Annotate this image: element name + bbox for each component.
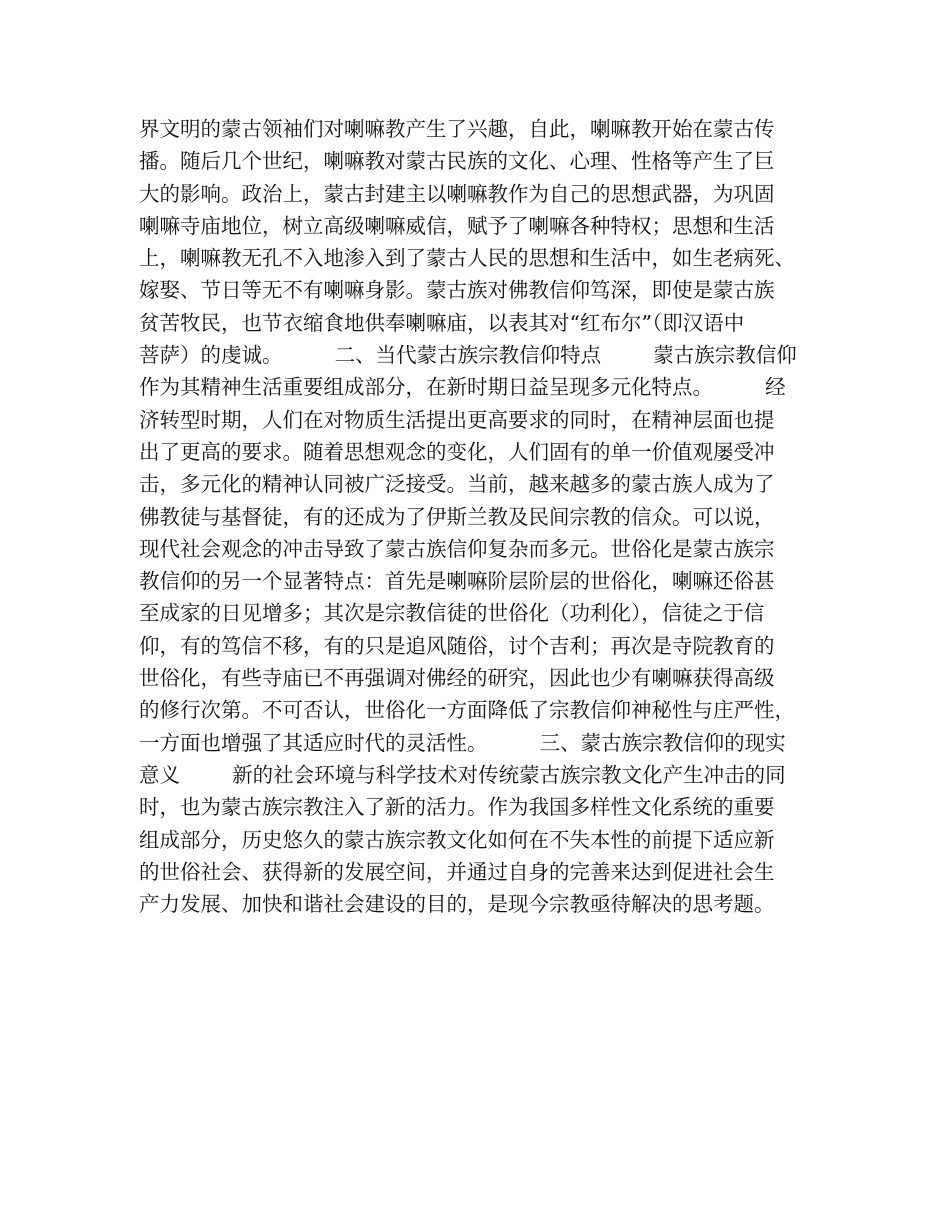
body-text xyxy=(139,113,819,920)
text-line: 界文明的蒙古领袖们对喇嘛教产生了兴趣，自此，喇嘛教开始在蒙古传 xyxy=(139,117,775,141)
text-line: 世俗化，有些寺庙已不再强调对佛经的研究，因此也少有喇嘛获得高级 xyxy=(139,666,775,691)
text-line: 菩萨）的虔诚。 二、当代蒙古族宗教信仰特点 蒙古族宗教信仰 xyxy=(139,343,797,368)
text-line: 佛教徒与基督徒，有的还成为了伊斯兰教及民间宗教的信众。可以说， xyxy=(139,504,775,529)
text-line: 时，也为蒙古族宗教注入了新的活力。作为我国多样性文化系统的重要 xyxy=(139,795,775,820)
text-line: 教信仰的另一个显著特点：首先是喇嘛阶层阶层的世俗化，喇嘛还俗甚 xyxy=(139,569,775,594)
text-line: 播。随后几个世纪，喇嘛教对蒙古民族的文化、心理、性格等产生了巨 xyxy=(139,149,775,174)
text-line: 的修行次第。不可否认，世俗化一方面降低了宗教信仰神秘性与庄严性， xyxy=(139,698,795,723)
text-line: 上，喇嘛教无孔不入地渗入到了蒙古人民的思想和生活中，如生老病死、 xyxy=(139,246,795,271)
text-line: 贫苦牧民，也节衣缩食地供奉喇嘛庙，以表其对“红布尔”（即汉语中 xyxy=(139,310,745,335)
text-line: 现代社会观念的冲击导致了蒙古族信仰复杂而多元。世俗化是蒙古族宗 xyxy=(139,536,775,561)
text-line: 济转型时期，人们在对物质生活提出更高要求的同时，在精神层面也提 xyxy=(139,407,775,432)
text-line: 组成部分，历史悠久的蒙古族宗教文化如何在不失本性的前提下适应新 xyxy=(139,827,775,852)
text-line: 喇嘛寺庙地位，树立高级喇嘛威信，赋予了喇嘛各种特权；思想和生活 xyxy=(139,213,775,238)
text-line: 仰，有的笃信不移，有的只是追风随俗，讨个吉利；再次是寺院教育的 xyxy=(139,633,775,658)
text-line: 的世俗社会、获得新的发展空间，并通过自身的完善来达到促进社会生 xyxy=(139,859,775,884)
text-line: 一方面也增强了其适应时代的灵活性。 三、蒙古族宗教信仰的现实 xyxy=(139,730,786,755)
text-line: 出了更高的要求。随着思想观念的变化，人们固有的单一价值观屡受冲 xyxy=(139,439,775,464)
text-line: 大的影响。政治上，蒙古封建主以喇嘛教作为自己的思想武器，为巩固 xyxy=(139,181,775,206)
text-line: 作为其精神生活重要组成部分，在新时期日益呈现多元化特点。 经 xyxy=(139,375,786,400)
text-line: 至成家的日见增多；其次是宗教信徒的世俗化（功利化），信徒之于信 xyxy=(139,601,765,626)
text-line: 击，多元化的精神认同被广泛接受。当前，越来越多的蒙古族人成为了 xyxy=(139,472,775,497)
text-line: 嫁娶、节日等无不有喇嘛身影。蒙古族对佛教信仰笃深，即使是蒙古族 xyxy=(139,278,775,303)
text-line: 意义 新的社会环境与科学技术对传统蒙古族宗教文化产生冲击的同 xyxy=(139,762,786,787)
text-line: 产力发展、加快和谐社会建设的目的，是现今宗教亟待解决的思考题。 xyxy=(139,892,775,917)
